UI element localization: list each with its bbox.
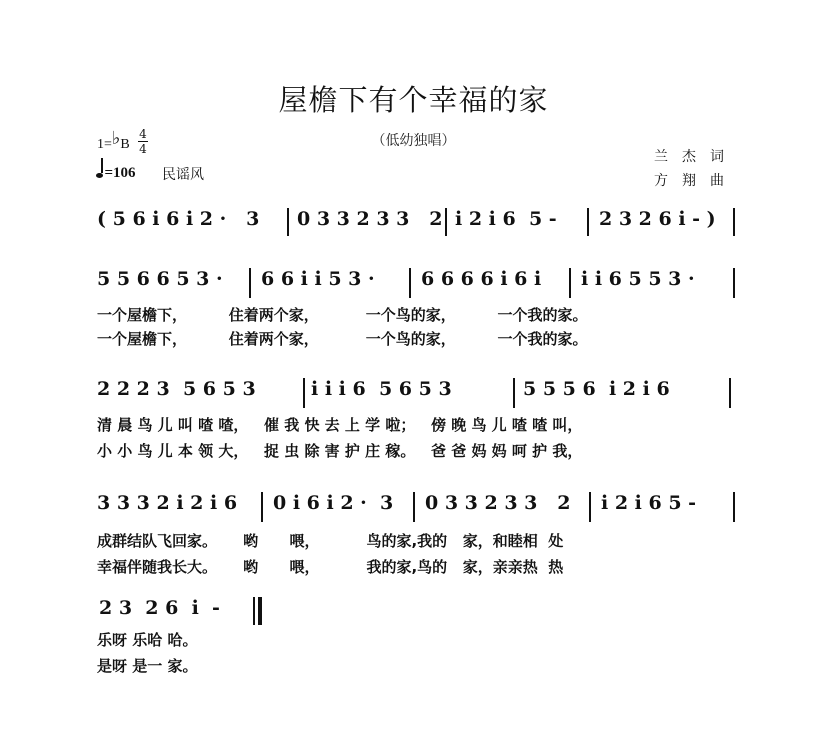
score-line-2 xyxy=(97,268,742,358)
measure: 5 5 5 6 i 2 i 6 xyxy=(523,378,670,400)
measure: i i i 6 5 6 5 3 xyxy=(311,378,452,400)
time-top: 4 xyxy=(139,127,147,141)
lyric-verse-2: 幸福伴随我长大。 哟 喂， 我的家,鸟的 家，亲亲热 热 xyxy=(97,558,564,576)
measure: ( 5 6 i 6 i 2 · 3 xyxy=(97,208,260,230)
measure: 3 3 3 2 i 2 i 6 xyxy=(97,492,238,514)
barline xyxy=(303,378,305,408)
key-label: 1= xyxy=(97,137,112,152)
lyric-verse-2: 是呀 是一 家。 xyxy=(97,657,198,675)
score-line-4 xyxy=(97,492,742,582)
barline xyxy=(413,492,415,522)
key-note: B xyxy=(120,137,130,152)
time-signature xyxy=(138,128,148,155)
measure: 0 3 3 2 3 3 2 xyxy=(425,492,571,514)
barline xyxy=(733,492,735,522)
lyric-verse-1: 一个屋檐下， 住着两个家， 一个鸟的家， 一个我的家。 xyxy=(97,306,588,324)
quarter-note-icon xyxy=(96,173,103,178)
measure: i i 6 5 5 3 · xyxy=(581,268,695,290)
lyric-verse-1: 清 晨 鸟 儿 叫 喳 喳， 催 我 快 去 上 学 啦； 傍 晚 鸟 儿 喳 喳 叫， xyxy=(97,416,583,434)
tempo-value: =106 xyxy=(104,165,136,181)
score-line-3 xyxy=(97,378,742,468)
measure: 5 5 6 6 5 3 · xyxy=(97,268,223,290)
final-barline-thin xyxy=(253,597,255,625)
measure: 6 6 i i 5 3 · xyxy=(261,268,375,290)
measure: 0 3 3 2 3 3 2 xyxy=(297,208,443,230)
measure: 0 i 6 i 2 · 3 xyxy=(273,492,394,514)
measure: 2 3 2 6 i - xyxy=(99,597,220,619)
barline xyxy=(589,492,591,522)
barline xyxy=(409,268,411,298)
lyric-verse-2: 小 小 鸟 儿 本 领 大， 捉 虫 除 害 护 庄 稼。 爸 爸 妈 妈 呵 护 我， xyxy=(97,442,583,460)
score-line-1 xyxy=(97,208,742,238)
barline xyxy=(729,378,731,408)
measure: i 2 i 6 5 - xyxy=(455,208,557,230)
lyric-verse-1: 成群结队飞回家。 哟 喂， 鸟的家,我的 家，和睦相 处 xyxy=(97,532,564,550)
note-stem xyxy=(101,158,103,173)
measure: 6 6 6 6 i 6 i xyxy=(421,268,542,290)
barline xyxy=(733,208,735,236)
barline xyxy=(445,208,447,236)
barline xyxy=(261,492,263,522)
measure: 2 3 2 6 i - ) xyxy=(599,208,716,230)
song-title: 屋檐下有个幸福的家 xyxy=(278,83,549,117)
flat-icon: ♭ xyxy=(111,128,121,148)
final-barline-thick xyxy=(258,597,262,625)
barline xyxy=(569,268,571,298)
lyricist-credit: 兰杰词 xyxy=(654,149,738,165)
lyric-verse-1: 乐呀 乐哈 哈。 xyxy=(97,631,198,649)
style-marking: 民谣风 xyxy=(162,167,204,183)
tempo-marking xyxy=(96,162,136,182)
barline xyxy=(513,378,515,408)
composer-credit: 方翔曲 xyxy=(654,173,738,189)
measure: i 2 i 6 5 - xyxy=(601,492,697,514)
barline xyxy=(733,268,735,298)
time-bottom: 4 xyxy=(139,142,147,156)
barline xyxy=(587,208,589,236)
barline xyxy=(287,208,289,236)
key-signature xyxy=(97,128,130,153)
song-subtitle: （低幼独唱） xyxy=(371,133,456,149)
score-line-5 xyxy=(97,597,742,687)
measure: 2 2 2 3 5 6 5 3 xyxy=(97,378,256,400)
barline xyxy=(249,268,251,298)
lyric-verse-2: 一个屋檐下， 住着两个家， 一个鸟的家， 一个我的家。 xyxy=(97,330,588,348)
